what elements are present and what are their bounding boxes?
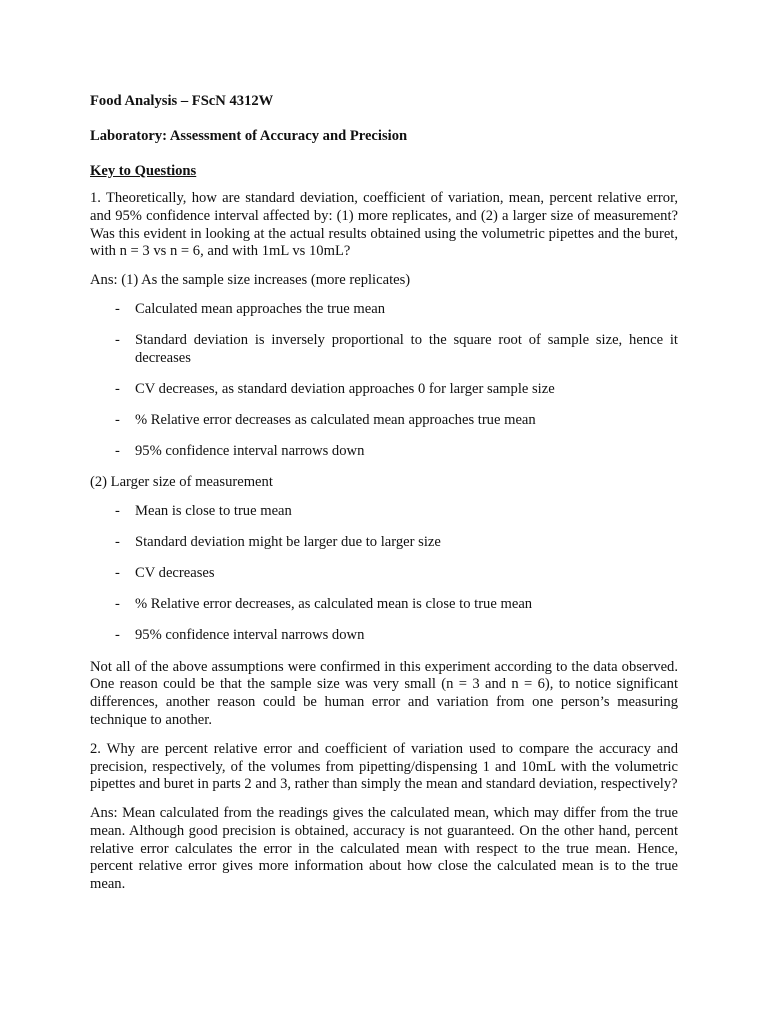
list-item-text: CV decreases — [135, 565, 215, 582]
question-2: 2. Why are percent relative error and coefficient of variation used to compare the accuracy and precision, respectively, of the volumes from pipetting/dispensing 1 and 10mL with the volumetric pipettes and buret in parts 2 and 3, rather than simply the mean and standard deviation, respectively? — [90, 740, 678, 793]
course-title: Food Analysis – FScN 4312W — [90, 93, 274, 109]
dash-marker: - — [115, 534, 120, 551]
list-item-text: CV decreases, as standard deviation approaches 0 for larger sample size — [135, 380, 555, 397]
lab-title: Laboratory: Assessment of Accuracy and Precision — [90, 128, 408, 144]
answer-2: Ans: Mean calculated from the readings gives the calculated mean, which may differ from the true mean. Although good precision is obtained, accuracy is not guaranteed. On the other hand, percent relative error calculates the error in the calculated mean with respect to the true mean. Hence, percent relative error gives more information about how close the calculated mean is to the true mean. — [90, 805, 678, 893]
dash-marker: - — [115, 300, 120, 317]
dash-marker: - — [115, 627, 120, 644]
dash-marker: - — [115, 332, 120, 349]
list-item-text: % Relative error decreases as calculated mean approaches true mean — [135, 412, 536, 429]
question-1: 1. Theoretically, how are standard deviation, coefficient of variation, mean, percent relative error, and 95% confidence interval affected by: (1) more replicates, and (2) a larger size of measurement? Was this evident in looking at the actual results obtained using the volumetric pipettes and the buret, with n = 3 vs n = 6, and with 1mL vs 10mL? — [90, 190, 678, 260]
document-page — [90, 92, 678, 894]
part-2-heading: (2) Larger size of measurement — [90, 474, 273, 491]
list-item — [90, 332, 678, 368]
list-item-text: Standard deviation is inversely proportional to the square root of sample size, hence it decreases — [135, 332, 678, 366]
dash-marker: - — [115, 596, 120, 613]
list-item — [90, 596, 678, 614]
list-item — [90, 443, 678, 461]
dash-marker: - — [115, 503, 120, 520]
replicates-list — [90, 301, 678, 461]
list-item — [90, 381, 678, 399]
list-item-text: Mean is close to true mean — [135, 503, 292, 520]
list-item-text: 95% confidence interval narrows down — [135, 627, 365, 644]
list-item — [90, 565, 678, 583]
dash-marker: - — [115, 380, 120, 397]
list-item — [90, 503, 678, 521]
list-item — [90, 627, 678, 645]
dash-marker: - — [115, 443, 120, 460]
size-list — [90, 503, 678, 645]
list-item-text: Calculated mean approaches the true mean — [135, 300, 386, 317]
observation-note: Not all of the above assumptions were confirmed in this experiment according to the data observed. One reason could be that the sample size was very small (n = 3 and n = 6), to notice significant differences, another reason could be human error and variation from one person’s measuring technique to another. — [90, 658, 678, 728]
list-item-text: 95% confidence interval narrows down — [135, 443, 365, 460]
dash-marker: - — [115, 412, 120, 429]
dash-marker: - — [115, 565, 120, 582]
list-item — [90, 534, 678, 552]
list-item — [90, 412, 678, 430]
key-heading: Key to Questions — [90, 163, 197, 179]
answer-1-intro: Ans: (1) As the sample size increases (more replicates) — [90, 272, 411, 289]
list-item — [90, 301, 678, 319]
list-item-text: % Relative error decreases, as calculated mean is close to true mean — [135, 596, 533, 613]
list-item-text: Standard deviation might be larger due to larger size — [135, 534, 441, 551]
